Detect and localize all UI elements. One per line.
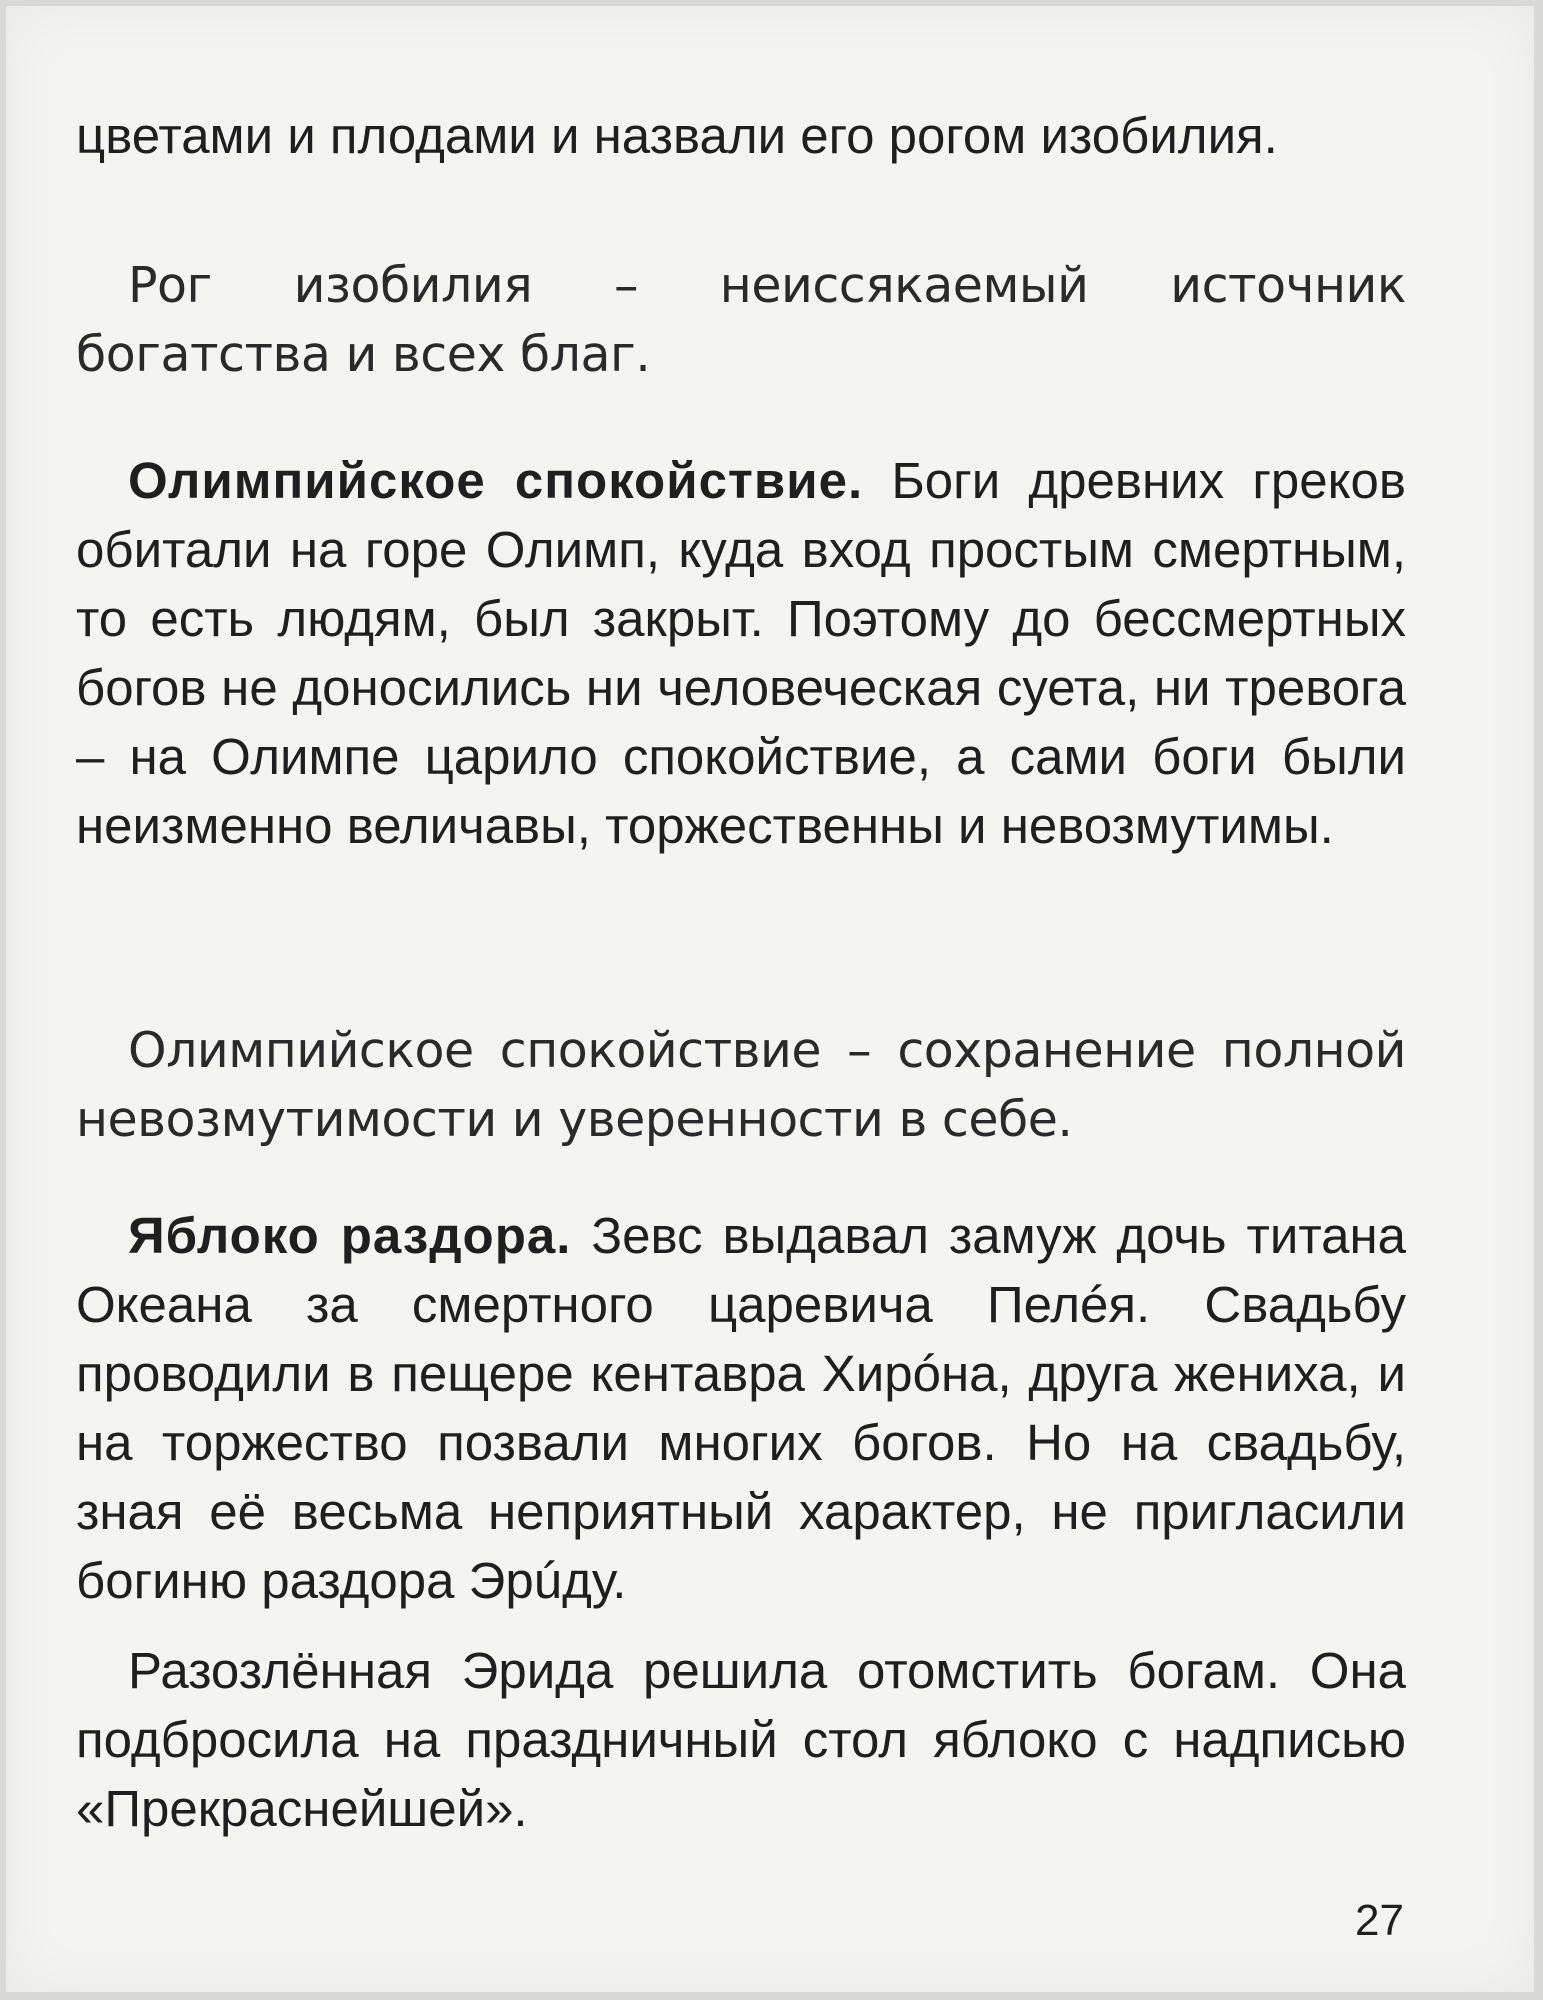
page-number: 27 [1355, 1896, 1404, 1945]
eris-paragraph: Разозлённая Эрида решила отомстить богам. Она подбросила на праздничный стол яблоко с надписью «Прекраснейшей». [76, 1642, 1406, 1837]
horn-paragraph-end [76, 101, 1406, 170]
olympic-body-text: Боги древних греков обитали на горе Олимп, куда вход простым смертным, то есть людям, был закрыт. Поэтому до бессмертных богов не доносились ни человеческая суета, ни тревога – на Олимпе царило спокойствие, а сами боги были неизменно величавы, торжественны и невозмутимы. [76, 452, 1406, 854]
apple-heading: Яблоко раздора. [128, 1207, 572, 1264]
olympic-section [76, 446, 1406, 860]
olympic-paragraph [76, 446, 1406, 860]
olympic-definition [76, 1016, 1406, 1154]
horn-continuation-text: цветами и плодами и назвали его рогом изобилия. [76, 107, 1278, 164]
horn-definition [76, 251, 1406, 389]
olympic-definition-text: Олимпийское спокойствие – сохранение полной невозмутимости и уверенности в себе. [76, 1022, 1406, 1148]
olympic-heading: Олимпийское спокойствие. [128, 452, 864, 509]
apple-paragraph [76, 1201, 1406, 1615]
book-page [6, 6, 1534, 1992]
eris-section [76, 1636, 1406, 1843]
apple-section [76, 1201, 1406, 1615]
horn-definition-text: Рог изобилия – неиссякаемый источник богатства и всех благ. [76, 257, 1406, 383]
apple-body-text: Зевс выдавал замуж дочь титана Океана за смертного царевича Пелéя. Свадьбу проводили в пещере кентавра Хирóна, друга жениха, и на торжество позвали многих богов. Но на свадьбу, зная её весьма неприятный характер, не пригласили богиню раздора Эрúду. [76, 1207, 1406, 1609]
